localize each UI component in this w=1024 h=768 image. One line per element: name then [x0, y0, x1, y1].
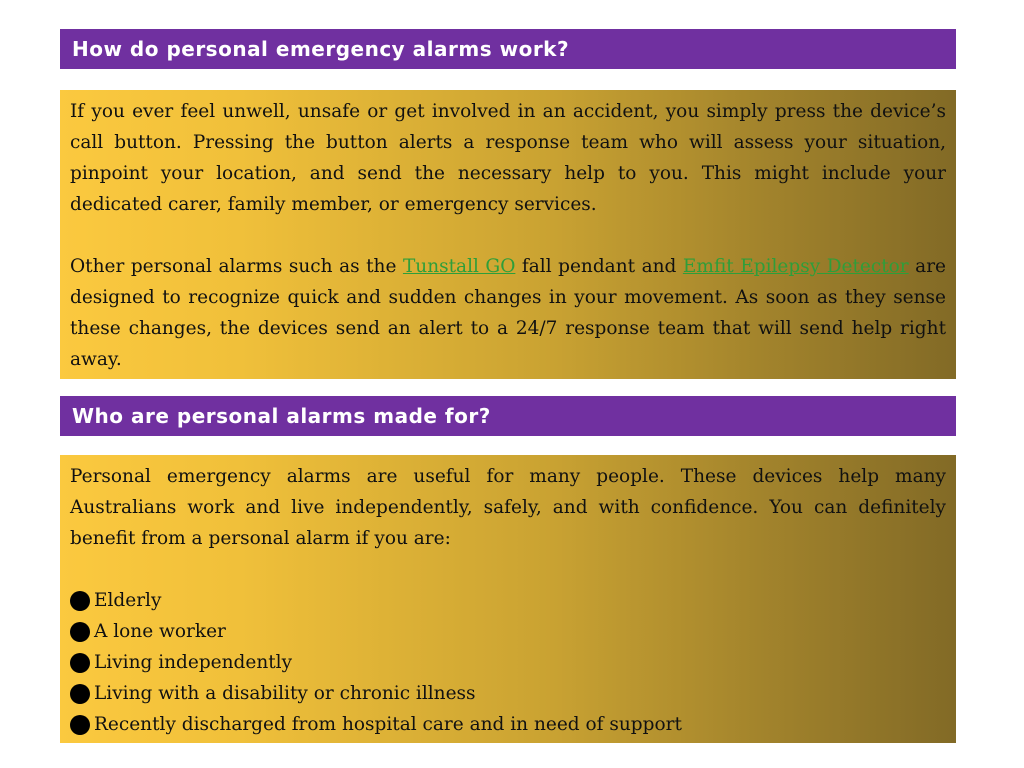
bullet-icon	[70, 684, 90, 704]
paragraph-text: are designed to recognize quick and sudden changes in your movement. As soon as they sense these changes, the devices send an alert to a 24/7 response team that will send help right away.	[70, 256, 946, 370]
list-item-text: Elderly	[94, 590, 162, 611]
list-item-text: A lone worker	[94, 621, 226, 642]
list-item	[70, 678, 946, 709]
section-heading-text: Who are personal alarms made for?	[72, 404, 491, 428]
paragraph-intro: Personal emergency alarms are useful for many people. These devices help many Australians work and live independently, safely, and with confidence. You can definitely benefit from a personal alarm if you are:	[70, 466, 946, 549]
list-item	[70, 647, 946, 678]
content-panel-how-alarms-work	[60, 90, 956, 379]
bullet-icon	[70, 653, 90, 673]
link-tunstall-go[interactable]: Tunstall GO	[402, 256, 516, 277]
paragraph-text: Other personal alarms such as the	[70, 256, 403, 277]
content-panel-who-alarms-for	[60, 455, 956, 743]
list-item-text: Living independently	[94, 652, 293, 673]
bullet-icon	[70, 715, 90, 735]
list-item-text: Recently discharged from hospital care and in need of support	[94, 714, 682, 735]
paragraph-text: fall pendant and	[515, 256, 683, 277]
list-item-text: Living with a disability or chronic illness	[94, 683, 476, 704]
list-item	[70, 585, 946, 616]
list-item	[70, 616, 946, 647]
section-heading-who-alarms-for	[60, 396, 956, 436]
link-emfit-epilepsy-detector[interactable]: Emfit Epilepsy Detector	[682, 256, 909, 277]
section-heading-how-alarms-work	[60, 29, 956, 69]
bullet-icon	[70, 591, 90, 611]
section-heading-text: How do personal emergency alarms work?	[72, 37, 570, 61]
paragraph-call-button: If you ever feel unwell, unsafe or get involved in an accident, you simply press the device’s call button. Pressing the button alerts a response team who will assess your situation, pinpoint your location, and send the necessary help to you. This might include your dedicated carer, family member, or emergency services.	[70, 101, 946, 215]
list-item	[70, 709, 946, 740]
bullet-icon	[70, 622, 90, 642]
bullet-list	[70, 585, 946, 740]
paragraph-other-alarms	[70, 251, 946, 375]
